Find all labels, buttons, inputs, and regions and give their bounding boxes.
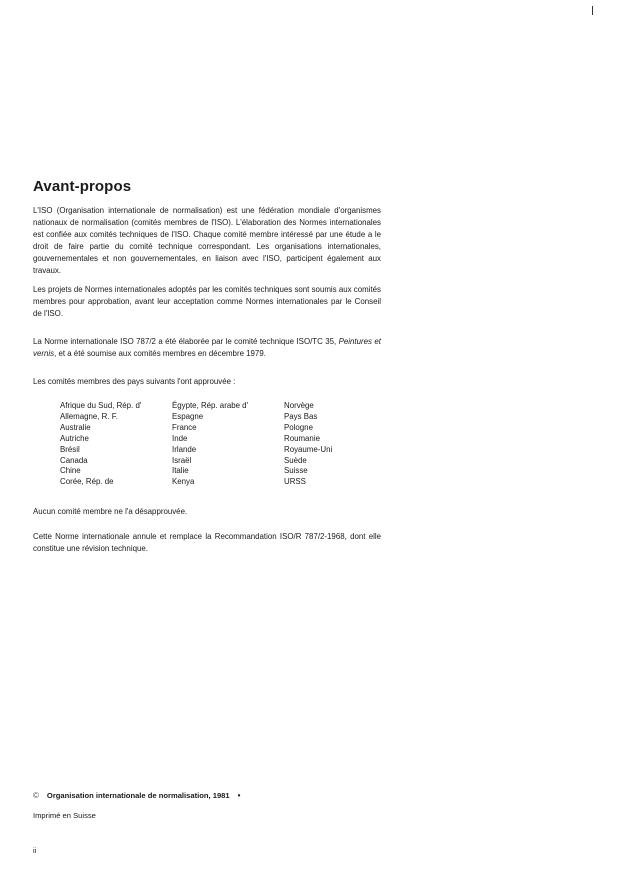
list-item: Espagne bbox=[172, 411, 204, 421]
list-item: Italie bbox=[172, 466, 189, 476]
copyright-text: Organisation internationale de normalisation, 1981 bbox=[46, 791, 230, 800]
list-item: Autriche bbox=[60, 433, 89, 443]
paragraph-iso-787-2 bbox=[33, 336, 381, 360]
country-column-1 bbox=[60, 401, 172, 488]
list-item: Corée, Rép. de bbox=[60, 477, 114, 487]
list-item: Pologne bbox=[284, 422, 313, 432]
printed-in: Imprimé en Suisse bbox=[33, 811, 96, 820]
paragraph-draft-standards: Les projets de Normes internationales adoptés par les comités techniques sont soumis aux comités membres pour approbation, avant leur acceptation comme Normes internationales par le Conseil de l'ISO. bbox=[33, 285, 381, 318]
list-item: Chine bbox=[60, 466, 81, 476]
paragraph-approvals-intro: Les comités membres des pays suivants l'ont approuvée : bbox=[33, 377, 236, 386]
paragraph-iso-intro: L'ISO (Organisation internationale de normalisation) est une fédération mondiale d'organismes nationaux de normalisation (comités membres de l'ISO). L'élaboration des Normes internationales est confiée aux comités techniques de l'ISO. Chaque comité membre intéressé par une étude a le droit de faire partie du comité technique correspondant. Les organisations internationales, gouvernementales et non gouvernementales, en liaison avec l'ISO, participent également aux travaux. bbox=[33, 206, 381, 275]
list-item: Inde bbox=[172, 433, 188, 443]
list-item: Égypte, Rép. arabe d' bbox=[172, 401, 249, 410]
list-item: Suisse bbox=[284, 466, 308, 476]
list-item: Pays Bas bbox=[284, 411, 318, 421]
bullet-icon: • bbox=[237, 791, 241, 800]
p3-text-start: La Norme internationale ISO 787/2 a été élaborée par le comité technique ISO/TC 35, bbox=[33, 337, 339, 346]
list-item: Suède bbox=[284, 455, 307, 465]
list-item: URSS bbox=[284, 477, 306, 487]
page-title: Avant-propos bbox=[33, 178, 132, 195]
list-item: Irlande bbox=[172, 444, 197, 454]
list-item: Kenya bbox=[172, 477, 195, 487]
list-item: Australie bbox=[60, 422, 91, 432]
country-column-3 bbox=[284, 401, 384, 488]
copyright-line bbox=[33, 791, 240, 800]
list-item: Allemagne, R. F. bbox=[60, 411, 118, 421]
country-column-2 bbox=[172, 401, 284, 488]
list-item: France bbox=[172, 422, 197, 432]
list-item: Norvège bbox=[284, 401, 314, 410]
corner-mark bbox=[592, 6, 593, 15]
list-item: Brésil bbox=[60, 444, 80, 454]
paragraph-no-disapproval: Aucun comité membre ne l'a désapprouvée. bbox=[33, 507, 188, 516]
list-item: Canada bbox=[60, 455, 88, 465]
page-number: ii bbox=[33, 846, 37, 855]
list-item: Roumanie bbox=[284, 433, 320, 443]
country-list bbox=[60, 401, 384, 488]
paragraph-supersedes: Cette Norme internationale annule et remplace la Recommandation ISO/R 787/2-1968, dont elle constitue une révision technique. bbox=[33, 532, 381, 553]
list-item: Afrique du Sud, Rép. d' bbox=[60, 401, 142, 410]
list-item: Royaume-Uni bbox=[284, 444, 333, 454]
copyright-icon: © bbox=[33, 791, 39, 800]
p3-text-end: , et a été soumise aux comités membres en décembre 1979. bbox=[54, 349, 266, 358]
list-item: Israël bbox=[172, 455, 192, 465]
p3-committee-name: Peintures et vernis bbox=[33, 337, 381, 358]
